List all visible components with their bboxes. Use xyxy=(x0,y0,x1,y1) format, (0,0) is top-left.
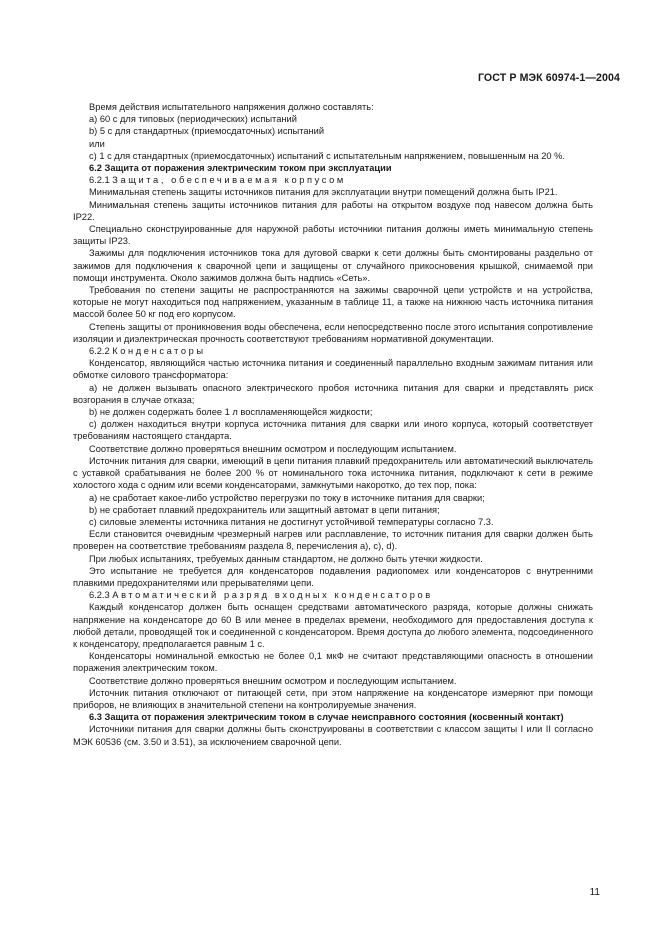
subsection-heading-6-2-1 xyxy=(73,174,593,186)
paragraph: Источник питания отключают от питающей сети, при этом напряжение на конденсаторе измеряют при помощи приборов, не влияющих в значительной степени на контролируемые значения. xyxy=(73,687,593,710)
page-body xyxy=(73,101,593,748)
paragraph: Источник питания для сварки, имеющий в цепи питания плавкий предохранитель или автоматический выключатель с уставкой срабатывания не более 200 % от номинального тока источника питания, подключают к сети в режиме холостого хода с одним или всеми конденсаторами, замкнутыми накоротко, до тех пор, пока: xyxy=(73,455,593,491)
page-number: 11 xyxy=(589,887,600,898)
list-item: с) должен находиться внутри корпуса источника питания для сварки или иного корпуса, который соответствует требованиям настоящего стандарта. xyxy=(73,419,593,442)
paragraph: Соответствие должно проверяться внешним осмотром и последующим испытанием. xyxy=(89,443,457,454)
paragraph: Минимальная степень защиты источников питания для эксплуатации внутри помещений должна быть IP21. xyxy=(89,187,558,198)
subsection-number: 6.2.2 xyxy=(89,346,113,357)
paragraph: Каждый конденсатор должен быть оснащен средствами автоматического разряда, которые должны снижать напряжение на конденсаторе до 60 В или менее в пределах времени, необходимого для предоставления доступа к любой детали, проводящей ток и соединенной с конденсатором. Время доступа до любого элемента, подсоединенного к конденсатору, предполагается равным 1 с. xyxy=(73,602,593,649)
paragraph: Требования по степени защиты не распространяются на зажимы сварочной цепи устройств и на устройства, которые не могут находиться под напряжением, указанным в таблице 11, а также на нижнюю часть источника питания массой более 50 кг под его корпусом. xyxy=(73,285,593,320)
paragraph: Минимальная степень защиты источников питания для работы на открытом воздухе под навесом должна быть IP22. xyxy=(73,199,593,222)
list-item: а) не должен вызывать опасного электрического пробоя источника питания для сварки и представлять риск возгорания в случае отказа; xyxy=(73,382,593,405)
list-item: а) не сработает какое-либо устройство перегрузки по току в источнике питания для сварки; xyxy=(89,492,485,503)
list-item: b) не должен содержать более 1 л воспламеняющейся жидкости; xyxy=(89,407,373,418)
list-item: с) силовые элементы источника питания не достигнут устойчивой температуры согласно 7.3. xyxy=(89,516,494,527)
subsection-number: 6.2.1 xyxy=(89,175,113,186)
paragraph: или xyxy=(89,138,105,149)
subsection-title: Конденсаторы xyxy=(112,346,206,357)
list-item: b) 5 с для стандартных (приемосдаточных) испытаний xyxy=(89,126,325,137)
subsection-number: 6.2.3 xyxy=(89,590,113,601)
list-item: а) 60 с для типовых (периодических) испытаний xyxy=(89,114,297,125)
subsection-heading-6-2-3 xyxy=(73,589,593,601)
subsection-title: Автоматический разряд входных конденсаторов xyxy=(112,590,433,601)
list-item: b) не сработает плавкий предохранитель или защитный автомат в цепи питания; xyxy=(89,504,440,515)
paragraph: Соответствие должно проверяться внешним осмотром и последующим испытанием. xyxy=(89,675,457,686)
paragraph: Конденсатор, являющийся частью источника питания и соединенный параллельно входным зажимам питания или обмотке силового трансформатора: xyxy=(73,358,593,381)
subsection-heading-6-2-2 xyxy=(73,345,593,357)
subsection-title: Защита, обеспечиваемая корпусом xyxy=(112,175,346,186)
list-item: с) 1 с для стандартных (приемосдаточных) испытаний с испытательным напряжением, повышенным на 20 %. xyxy=(89,150,566,161)
document-header: ГОСТ Р МЭК 60974-1—2004 xyxy=(477,72,620,84)
paragraph: Конденсаторы номинальной емкостью не более 0,1 мкФ не считают представляющими опасность в отношении поражения электрическим током. xyxy=(73,651,593,674)
paragraph: Специально сконструированные для наружной работы источники питания должны иметь минимальную степень защиты IP23. xyxy=(73,224,593,247)
paragraph: Это испытание не требуется для конденсаторов подавления радиопомех или конденсаторов с внутренними плавкими предохранителями или прерывателями цепи. xyxy=(73,565,593,588)
paragraph: Степень защиты от проникновения воды обеспечена, если непосредственно после этого испытания сопротивление изоляции и диэлектрическая прочность соответствуют требованиям нормативной документации. xyxy=(73,321,593,344)
paragraph: Если становится очевидным чрезмерный нагрев или расплавление, то источник питания для сварки должен быть проверен на соответствие требованиям раздела 8, перечисления а), с), d). xyxy=(73,529,593,552)
paragraph: Зажимы для подключения источников тока для дуговой сварки к сети должны быть смонтированы раздельно от зажимов для подключения к сварочной цепи и защищены от случайного прикосновения крышкой, снимаемой при помощи инструмента. Около зажимов должна быть надпись «Сеть». xyxy=(73,248,593,283)
section-heading-6-3: 6.3 Защита от поражения электрическим током в случае неисправного состояния (косвенный контакт) xyxy=(89,712,564,723)
paragraph: При любых испытаниях, требуемых данным стандартом, не должно быть утечки жидкости. xyxy=(89,553,483,564)
paragraph: Источники питания для сварки должны быть сконструированы в соответствии с классом защиты I или II согласно МЭК 60536 (см. 3.50 и 3.51), за исключением сварочной цепи. xyxy=(73,724,593,747)
paragraph: Время действия испытательного напряжения должно составлять: xyxy=(89,102,374,112)
section-heading-6-2: 6.2 Защита от поражения электрическим током при эксплуатации xyxy=(89,163,392,174)
